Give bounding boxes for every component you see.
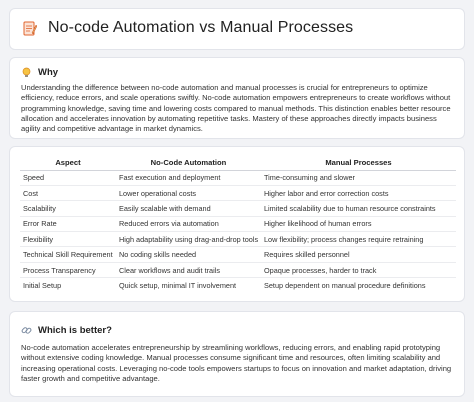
table-cell: Low flexibility; process changes require retraining: [261, 232, 456, 247]
table-row: [20, 170, 456, 185]
table-cell: Scalability: [20, 201, 116, 216]
table-cell: Higher likelihood of human errors: [261, 216, 456, 231]
title-row: [22, 19, 353, 37]
which-is-better-card: [9, 311, 465, 397]
table-cell: Opaque processes, harder to track: [261, 262, 456, 277]
why-heading: [21, 67, 58, 78]
table-cell: High adaptability using drag-and-drop tools: [116, 232, 261, 247]
table-row: [20, 201, 456, 216]
header-no-code: No-Code Automation: [116, 155, 261, 170]
lightbulb-icon: [21, 67, 32, 78]
table-cell: Higher labor and error correction costs: [261, 185, 456, 200]
table-row: [20, 247, 456, 262]
comparison-table-card: [9, 146, 465, 302]
table-cell: Easily scalable with demand: [116, 201, 261, 216]
table-cell: Technical Skill Requirement: [20, 247, 116, 262]
why-text: Understanding the difference between no-code automation and manual processes is crucial for entrepreneurs to optimize efficiency, reduce errors, and scale operations swiftly. No-code automation empowers entrepreneurs to create workflows without programming knowledge, saving time and lowering costs compared to manual methods. This distinction enables better resource allocation and accelerates innovation by automating repetitive tasks. Mastery of these approaches directly impacts business agility and competitive advantage in market dynamics.: [21, 83, 451, 134]
table-header-row: [20, 155, 456, 170]
table-cell: Requires skilled personnel: [261, 247, 456, 262]
header-aspect: Aspect: [20, 155, 116, 170]
page-title: No-code Automation vs Manual Processes: [48, 19, 354, 36]
table-row: [20, 278, 456, 293]
better-text: No-code automation accelerates entrepreneurship by streamlining workflows, reducing errors, and enabling rapid prototyping without extensive coding knowledge. Manual processes consume significant time and resources, often limiting scalability and increasing operational costs. Leveraging no-code tools empowers startups to focus on innovation and market adaptation, driving faster growth and competitive advantage.: [21, 343, 452, 383]
better-title: Which is better?: [38, 325, 112, 336]
table-row: [20, 262, 456, 277]
why-title: Why: [38, 67, 59, 78]
table-cell: Quick setup, minimal IT involvement: [119, 281, 237, 291]
table-cell: Speed: [20, 170, 116, 185]
document-pencil-icon: [22, 19, 38, 37]
table-cell: Time-consuming and slower: [261, 170, 456, 185]
table-cell: No coding skills needed: [116, 247, 261, 262]
title-card: [9, 8, 465, 50]
table-row: [20, 216, 456, 231]
table-row: [20, 185, 456, 200]
link-icon: [21, 325, 32, 336]
table-cell: Cost: [20, 185, 116, 200]
better-heading: [21, 325, 112, 336]
table-cell: Lower operational costs: [116, 185, 261, 200]
table-cell: Process Transparency: [20, 262, 116, 277]
table-cell: Setup dependent on manual procedure definitions: [264, 281, 426, 291]
table-cell: Fast execution and deployment: [116, 170, 261, 185]
table-cell: Error Rate: [20, 216, 116, 231]
table-cell: Clear workflows and audit trails: [116, 262, 261, 277]
table-row: [20, 232, 456, 247]
table-cell: Limited scalability due to human resource constraints: [261, 201, 456, 216]
header-manual: Manual Processes: [261, 155, 456, 170]
why-card: [9, 57, 465, 139]
comparison-table: [20, 155, 456, 293]
table-cell: Reduced errors via automation: [116, 216, 261, 231]
table-cell: Flexibility: [20, 232, 116, 247]
table-cell: Initial Setup: [23, 281, 62, 291]
